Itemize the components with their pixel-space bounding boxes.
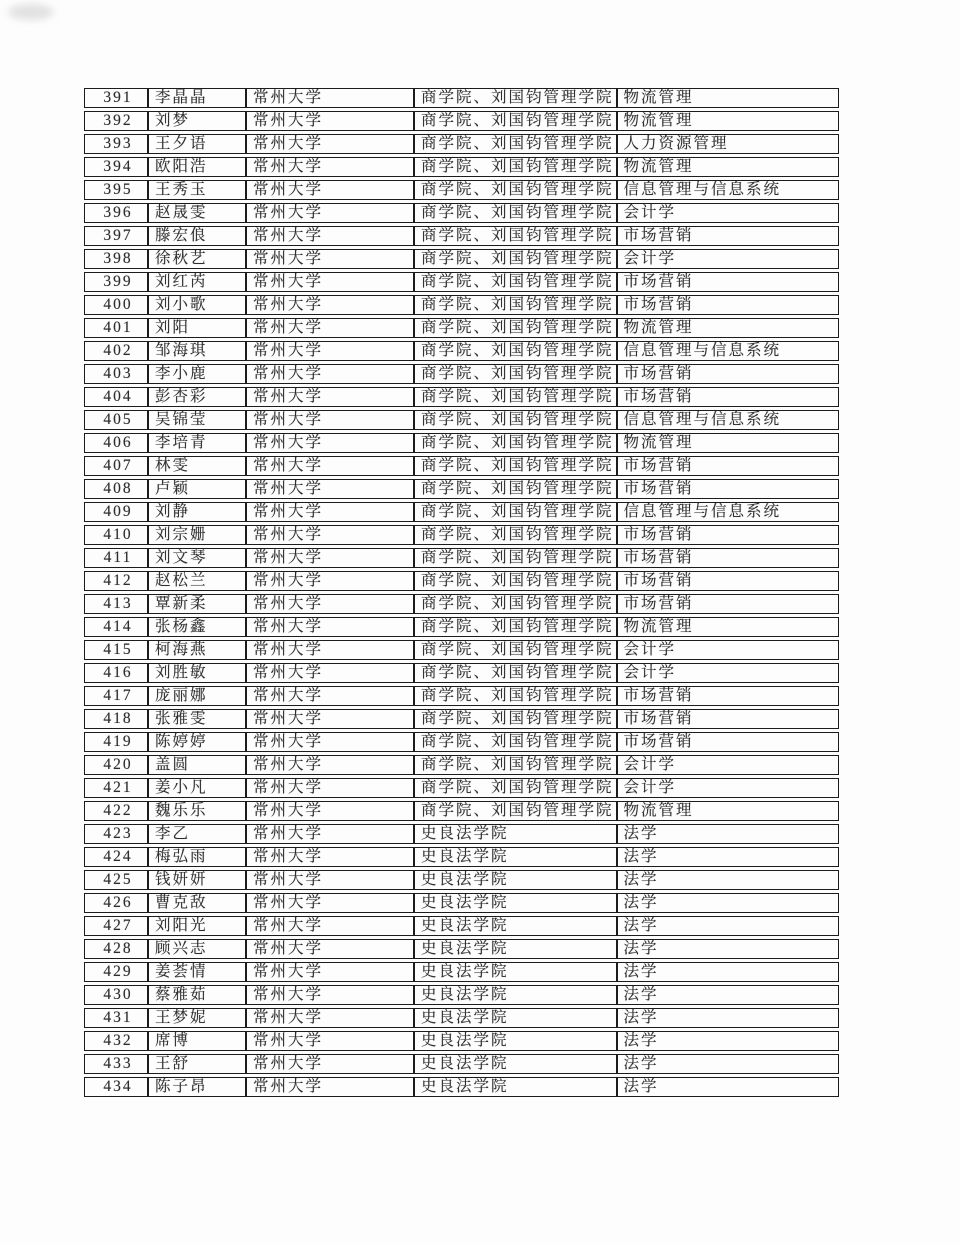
table-row bbox=[84, 686, 839, 706]
cell-major: 会计学 bbox=[617, 778, 839, 798]
cell-major: 市场营销 bbox=[617, 732, 839, 752]
table-row bbox=[84, 525, 839, 545]
table-row bbox=[84, 985, 839, 1005]
cell-major: 物流管理 bbox=[617, 318, 839, 338]
cell-university: 常州大学 bbox=[246, 1031, 414, 1051]
cell-college: 商学院、刘国钧管理学院 bbox=[414, 594, 617, 614]
cell-serial-number: 434 bbox=[84, 1077, 148, 1097]
cell-college: 商学院、刘国钧管理学院 bbox=[414, 88, 617, 108]
cell-university: 常州大学 bbox=[246, 525, 414, 545]
cell-serial-number: 422 bbox=[84, 801, 148, 821]
cell-major: 物流管理 bbox=[617, 157, 839, 177]
cell-college: 史良法学院 bbox=[414, 1054, 617, 1074]
cell-major: 法学 bbox=[617, 1077, 839, 1097]
table-row bbox=[84, 1054, 839, 1074]
table-row bbox=[84, 847, 839, 867]
cell-major: 物流管理 bbox=[617, 88, 839, 108]
cell-serial-number: 405 bbox=[84, 410, 148, 430]
cell-student-name: 梅弘雨 bbox=[148, 847, 246, 867]
cell-college: 商学院、刘国钧管理学院 bbox=[414, 410, 617, 430]
cell-university: 常州大学 bbox=[246, 778, 414, 798]
cell-serial-number: 407 bbox=[84, 456, 148, 476]
cell-serial-number: 394 bbox=[84, 157, 148, 177]
cell-university: 常州大学 bbox=[246, 847, 414, 867]
cell-major: 法学 bbox=[617, 916, 839, 936]
cell-serial-number: 420 bbox=[84, 755, 148, 775]
cell-serial-number: 430 bbox=[84, 985, 148, 1005]
cell-serial-number: 418 bbox=[84, 709, 148, 729]
cell-serial-number: 424 bbox=[84, 847, 148, 867]
table-row bbox=[84, 410, 839, 430]
cell-major: 法学 bbox=[617, 824, 839, 844]
cell-serial-number: 432 bbox=[84, 1031, 148, 1051]
table-row bbox=[84, 548, 839, 568]
cell-serial-number: 413 bbox=[84, 594, 148, 614]
scan-smudge bbox=[8, 4, 54, 20]
cell-university: 常州大学 bbox=[246, 502, 414, 522]
table-row bbox=[84, 433, 839, 453]
cell-major: 会计学 bbox=[617, 640, 839, 660]
cell-student-name: 顾兴志 bbox=[148, 939, 246, 959]
cell-university: 常州大学 bbox=[246, 249, 414, 269]
cell-serial-number: 401 bbox=[84, 318, 148, 338]
cell-college: 商学院、刘国钧管理学院 bbox=[414, 364, 617, 384]
cell-university: 常州大学 bbox=[246, 180, 414, 200]
cell-serial-number: 406 bbox=[84, 433, 148, 453]
cell-university: 常州大学 bbox=[246, 433, 414, 453]
cell-university: 常州大学 bbox=[246, 1077, 414, 1097]
cell-university: 常州大学 bbox=[246, 226, 414, 246]
cell-university: 常州大学 bbox=[246, 870, 414, 890]
cell-major: 物流管理 bbox=[617, 433, 839, 453]
cell-university: 常州大学 bbox=[246, 364, 414, 384]
cell-major: 法学 bbox=[617, 1054, 839, 1074]
cell-university: 常州大学 bbox=[246, 640, 414, 660]
cell-student-name: 卢颖 bbox=[148, 479, 246, 499]
cell-major: 人力资源管理 bbox=[617, 134, 839, 154]
cell-university: 常州大学 bbox=[246, 686, 414, 706]
cell-serial-number: 393 bbox=[84, 134, 148, 154]
cell-university: 常州大学 bbox=[246, 709, 414, 729]
cell-student-name: 刘静 bbox=[148, 502, 246, 522]
cell-serial-number: 426 bbox=[84, 893, 148, 913]
cell-university: 常州大学 bbox=[246, 824, 414, 844]
cell-serial-number: 397 bbox=[84, 226, 148, 246]
cell-university: 常州大学 bbox=[246, 571, 414, 591]
cell-college: 商学院、刘国钧管理学院 bbox=[414, 709, 617, 729]
table-row bbox=[84, 502, 839, 522]
cell-major: 市场营销 bbox=[617, 548, 839, 568]
cell-major: 物流管理 bbox=[617, 801, 839, 821]
table-row bbox=[84, 571, 839, 591]
cell-university: 常州大学 bbox=[246, 341, 414, 361]
cell-major: 市场营销 bbox=[617, 594, 839, 614]
table-row bbox=[84, 318, 839, 338]
table-row bbox=[84, 755, 839, 775]
cell-university: 常州大学 bbox=[246, 1054, 414, 1074]
cell-university: 常州大学 bbox=[246, 801, 414, 821]
cell-college: 史良法学院 bbox=[414, 916, 617, 936]
table-row bbox=[84, 479, 839, 499]
cell-university: 常州大学 bbox=[246, 111, 414, 131]
cell-university: 常州大学 bbox=[246, 893, 414, 913]
cell-university: 常州大学 bbox=[246, 916, 414, 936]
cell-major: 市场营销 bbox=[617, 364, 839, 384]
cell-major: 市场营销 bbox=[617, 387, 839, 407]
cell-serial-number: 410 bbox=[84, 525, 148, 545]
cell-college: 商学院、刘国钧管理学院 bbox=[414, 801, 617, 821]
cell-student-name: 刘阳光 bbox=[148, 916, 246, 936]
cell-major: 物流管理 bbox=[617, 617, 839, 637]
cell-college: 商学院、刘国钧管理学院 bbox=[414, 249, 617, 269]
cell-major: 会计学 bbox=[617, 249, 839, 269]
cell-college: 商学院、刘国钧管理学院 bbox=[414, 318, 617, 338]
cell-serial-number: 392 bbox=[84, 111, 148, 131]
cell-student-name: 刘胜敏 bbox=[148, 663, 246, 683]
table-row bbox=[84, 387, 839, 407]
cell-serial-number: 404 bbox=[84, 387, 148, 407]
table-row bbox=[84, 88, 839, 108]
cell-major: 市场营销 bbox=[617, 686, 839, 706]
cell-student-name: 欧阳浩 bbox=[148, 157, 246, 177]
table-row bbox=[84, 709, 839, 729]
cell-student-name: 姜荟情 bbox=[148, 962, 246, 982]
table-row bbox=[84, 456, 839, 476]
cell-serial-number: 391 bbox=[84, 88, 148, 108]
cell-major: 法学 bbox=[617, 985, 839, 1005]
cell-university: 常州大学 bbox=[246, 1008, 414, 1028]
cell-college: 史良法学院 bbox=[414, 1031, 617, 1051]
cell-college: 商学院、刘国钧管理学院 bbox=[414, 617, 617, 637]
cell-student-name: 李培青 bbox=[148, 433, 246, 453]
cell-college: 史良法学院 bbox=[414, 939, 617, 959]
cell-student-name: 王舒 bbox=[148, 1054, 246, 1074]
cell-major: 法学 bbox=[617, 870, 839, 890]
cell-serial-number: 412 bbox=[84, 571, 148, 591]
cell-student-name: 滕宏俍 bbox=[148, 226, 246, 246]
cell-major: 市场营销 bbox=[617, 295, 839, 315]
cell-serial-number: 433 bbox=[84, 1054, 148, 1074]
cell-college: 商学院、刘国钧管理学院 bbox=[414, 525, 617, 545]
cell-university: 常州大学 bbox=[246, 732, 414, 752]
cell-student-name: 刘文琴 bbox=[148, 548, 246, 568]
cell-university: 常州大学 bbox=[246, 755, 414, 775]
cell-serial-number: 425 bbox=[84, 870, 148, 890]
cell-serial-number: 400 bbox=[84, 295, 148, 315]
table-row bbox=[84, 180, 839, 200]
table-row bbox=[84, 801, 839, 821]
table-row bbox=[84, 824, 839, 844]
cell-major: 法学 bbox=[617, 1031, 839, 1051]
cell-serial-number: 395 bbox=[84, 180, 148, 200]
table-row bbox=[84, 640, 839, 660]
cell-college: 史良法学院 bbox=[414, 847, 617, 867]
cell-serial-number: 408 bbox=[84, 479, 148, 499]
cell-university: 常州大学 bbox=[246, 318, 414, 338]
cell-major: 市场营销 bbox=[617, 571, 839, 591]
table-row bbox=[84, 732, 839, 752]
cell-university: 常州大学 bbox=[246, 157, 414, 177]
cell-major: 市场营销 bbox=[617, 479, 839, 499]
cell-serial-number: 398 bbox=[84, 249, 148, 269]
cell-serial-number: 414 bbox=[84, 617, 148, 637]
cell-college: 商学院、刘国钧管理学院 bbox=[414, 502, 617, 522]
cell-student-name: 盖圆 bbox=[148, 755, 246, 775]
cell-college: 商学院、刘国钧管理学院 bbox=[414, 479, 617, 499]
table-row bbox=[84, 1008, 839, 1028]
cell-university: 常州大学 bbox=[246, 134, 414, 154]
cell-serial-number: 423 bbox=[84, 824, 148, 844]
table-row bbox=[84, 203, 839, 223]
cell-major: 会计学 bbox=[617, 663, 839, 683]
cell-major: 物流管理 bbox=[617, 111, 839, 131]
cell-university: 常州大学 bbox=[246, 295, 414, 315]
cell-student-name: 刘梦 bbox=[148, 111, 246, 131]
cell-college: 商学院、刘国钧管理学院 bbox=[414, 686, 617, 706]
cell-college: 史良法学院 bbox=[414, 824, 617, 844]
table-row bbox=[84, 778, 839, 798]
cell-student-name: 王秀玉 bbox=[148, 180, 246, 200]
cell-major: 法学 bbox=[617, 893, 839, 913]
cell-student-name: 李乙 bbox=[148, 824, 246, 844]
cell-college: 商学院、刘国钧管理学院 bbox=[414, 111, 617, 131]
cell-serial-number: 399 bbox=[84, 272, 148, 292]
cell-major: 法学 bbox=[617, 939, 839, 959]
cell-serial-number: 429 bbox=[84, 962, 148, 982]
cell-college: 商学院、刘国钧管理学院 bbox=[414, 778, 617, 798]
cell-student-name: 姜小凡 bbox=[148, 778, 246, 798]
cell-student-name: 陈婷婷 bbox=[148, 732, 246, 752]
cell-college: 商学院、刘国钧管理学院 bbox=[414, 571, 617, 591]
cell-university: 常州大学 bbox=[246, 88, 414, 108]
cell-college: 商学院、刘国钧管理学院 bbox=[414, 226, 617, 246]
cell-college: 史良法学院 bbox=[414, 1077, 617, 1097]
table-row bbox=[84, 1077, 839, 1097]
cell-college: 商学院、刘国钧管理学院 bbox=[414, 134, 617, 154]
cell-serial-number: 402 bbox=[84, 341, 148, 361]
cell-student-name: 赵松兰 bbox=[148, 571, 246, 591]
cell-student-name: 林雯 bbox=[148, 456, 246, 476]
cell-serial-number: 415 bbox=[84, 640, 148, 660]
student-roster-table bbox=[84, 85, 839, 1100]
cell-serial-number: 419 bbox=[84, 732, 148, 752]
table-row bbox=[84, 272, 839, 292]
cell-college: 商学院、刘国钧管理学院 bbox=[414, 433, 617, 453]
cell-university: 常州大学 bbox=[246, 456, 414, 476]
cell-college: 商学院、刘国钧管理学院 bbox=[414, 203, 617, 223]
cell-college: 史良法学院 bbox=[414, 870, 617, 890]
cell-student-name: 王梦妮 bbox=[148, 1008, 246, 1028]
cell-student-name: 李小鹿 bbox=[148, 364, 246, 384]
cell-college: 商学院、刘国钧管理学院 bbox=[414, 341, 617, 361]
table-row bbox=[84, 962, 839, 982]
cell-student-name: 刘阳 bbox=[148, 318, 246, 338]
cell-university: 常州大学 bbox=[246, 410, 414, 430]
cell-serial-number: 421 bbox=[84, 778, 148, 798]
cell-university: 常州大学 bbox=[246, 663, 414, 683]
cell-student-name: 张雅雯 bbox=[148, 709, 246, 729]
cell-serial-number: 431 bbox=[84, 1008, 148, 1028]
cell-student-name: 徐秋艺 bbox=[148, 249, 246, 269]
cell-student-name: 覃新柔 bbox=[148, 594, 246, 614]
cell-student-name: 魏乐乐 bbox=[148, 801, 246, 821]
cell-serial-number: 403 bbox=[84, 364, 148, 384]
cell-serial-number: 409 bbox=[84, 502, 148, 522]
cell-student-name: 邹海琪 bbox=[148, 341, 246, 361]
table-row bbox=[84, 111, 839, 131]
table-row bbox=[84, 939, 839, 959]
cell-serial-number: 417 bbox=[84, 686, 148, 706]
cell-student-name: 彭杏彩 bbox=[148, 387, 246, 407]
cell-college: 商学院、刘国钧管理学院 bbox=[414, 180, 617, 200]
cell-college: 商学院、刘国钧管理学院 bbox=[414, 663, 617, 683]
cell-college: 史良法学院 bbox=[414, 962, 617, 982]
table-row bbox=[84, 295, 839, 315]
cell-student-name: 赵晟雯 bbox=[148, 203, 246, 223]
cell-student-name: 柯海燕 bbox=[148, 640, 246, 660]
cell-student-name: 庞丽娜 bbox=[148, 686, 246, 706]
cell-university: 常州大学 bbox=[246, 387, 414, 407]
cell-major: 法学 bbox=[617, 1008, 839, 1028]
cell-college: 史良法学院 bbox=[414, 985, 617, 1005]
cell-major: 信息管理与信息系统 bbox=[617, 410, 839, 430]
table-row bbox=[84, 1031, 839, 1051]
table-row bbox=[84, 663, 839, 683]
cell-college: 史良法学院 bbox=[414, 1008, 617, 1028]
cell-university: 常州大学 bbox=[246, 548, 414, 568]
cell-college: 商学院、刘国钧管理学院 bbox=[414, 456, 617, 476]
cell-major: 法学 bbox=[617, 962, 839, 982]
cell-student-name: 曹克敌 bbox=[148, 893, 246, 913]
cell-major: 信息管理与信息系统 bbox=[617, 180, 839, 200]
cell-university: 常州大学 bbox=[246, 939, 414, 959]
table-row bbox=[84, 594, 839, 614]
cell-student-name: 刘宗姗 bbox=[148, 525, 246, 545]
cell-university: 常州大学 bbox=[246, 594, 414, 614]
table-row bbox=[84, 249, 839, 269]
cell-university: 常州大学 bbox=[246, 203, 414, 223]
cell-serial-number: 396 bbox=[84, 203, 148, 223]
cell-college: 商学院、刘国钧管理学院 bbox=[414, 157, 617, 177]
table-row bbox=[84, 226, 839, 246]
cell-student-name: 张杨鑫 bbox=[148, 617, 246, 637]
table-row bbox=[84, 617, 839, 637]
cell-university: 常州大学 bbox=[246, 985, 414, 1005]
cell-university: 常州大学 bbox=[246, 272, 414, 292]
cell-student-name: 刘红芮 bbox=[148, 272, 246, 292]
cell-college: 商学院、刘国钧管理学院 bbox=[414, 548, 617, 568]
cell-student-name: 陈子昂 bbox=[148, 1077, 246, 1097]
cell-student-name: 李晶晶 bbox=[148, 88, 246, 108]
cell-major: 市场营销 bbox=[617, 456, 839, 476]
table-row bbox=[84, 893, 839, 913]
cell-student-name: 席博 bbox=[148, 1031, 246, 1051]
cell-student-name: 王夕语 bbox=[148, 134, 246, 154]
cell-student-name: 刘小歌 bbox=[148, 295, 246, 315]
table-body bbox=[84, 88, 839, 1097]
cell-university: 常州大学 bbox=[246, 962, 414, 982]
cell-major: 会计学 bbox=[617, 203, 839, 223]
cell-major: 法学 bbox=[617, 847, 839, 867]
cell-major: 市场营销 bbox=[617, 709, 839, 729]
cell-college: 商学院、刘国钧管理学院 bbox=[414, 640, 617, 660]
cell-student-name: 钱妍妍 bbox=[148, 870, 246, 890]
cell-college: 商学院、刘国钧管理学院 bbox=[414, 732, 617, 752]
cell-major: 市场营销 bbox=[617, 272, 839, 292]
table-row bbox=[84, 134, 839, 154]
table-row bbox=[84, 870, 839, 890]
cell-major: 信息管理与信息系统 bbox=[617, 341, 839, 361]
cell-serial-number: 428 bbox=[84, 939, 148, 959]
cell-major: 市场营销 bbox=[617, 226, 839, 246]
cell-university: 常州大学 bbox=[246, 617, 414, 637]
cell-college: 商学院、刘国钧管理学院 bbox=[414, 272, 617, 292]
cell-university: 常州大学 bbox=[246, 479, 414, 499]
cell-serial-number: 427 bbox=[84, 916, 148, 936]
cell-college: 史良法学院 bbox=[414, 893, 617, 913]
cell-serial-number: 416 bbox=[84, 663, 148, 683]
cell-college: 商学院、刘国钧管理学院 bbox=[414, 387, 617, 407]
cell-major: 信息管理与信息系统 bbox=[617, 502, 839, 522]
cell-serial-number: 411 bbox=[84, 548, 148, 568]
table-row bbox=[84, 364, 839, 384]
table-row bbox=[84, 341, 839, 361]
cell-major: 市场营销 bbox=[617, 525, 839, 545]
cell-student-name: 吴锦莹 bbox=[148, 410, 246, 430]
cell-college: 商学院、刘国钧管理学院 bbox=[414, 755, 617, 775]
table-row bbox=[84, 916, 839, 936]
cell-major: 会计学 bbox=[617, 755, 839, 775]
cell-college: 商学院、刘国钧管理学院 bbox=[414, 295, 617, 315]
cell-student-name: 蔡雅茹 bbox=[148, 985, 246, 1005]
table-row bbox=[84, 157, 839, 177]
